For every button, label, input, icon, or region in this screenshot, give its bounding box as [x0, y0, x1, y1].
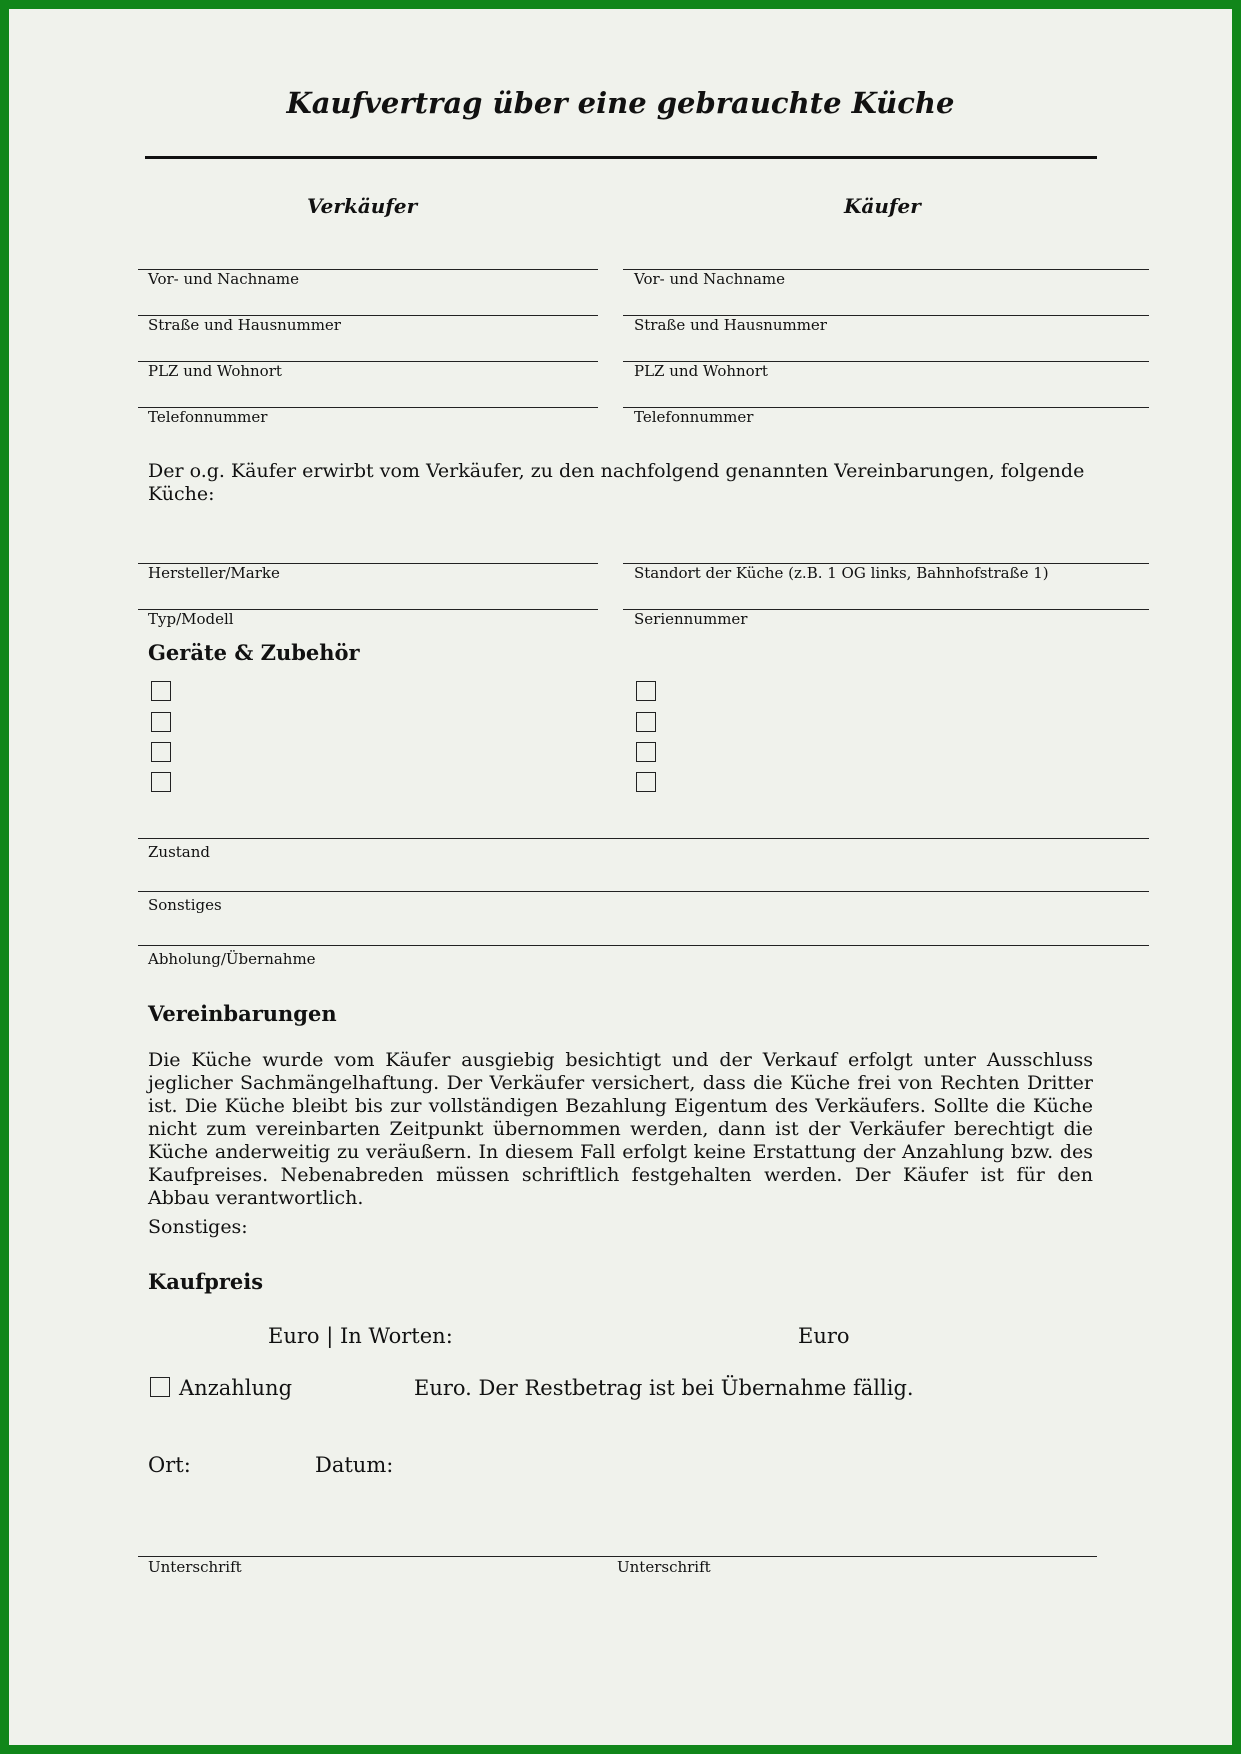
seller-heading: Verkäufer [307, 194, 418, 218]
agreements-heading: Vereinbarungen [148, 1001, 337, 1026]
buyer-street-label: Straße und Hausnummer [634, 316, 827, 334]
buyer-phone-label: Telefonnummer [634, 408, 754, 426]
devices-heading: Geräte & Zubehör [148, 640, 360, 665]
signature-buyer-label: Unterschrift [617, 1558, 711, 1576]
deposit-label: Anzahlung [179, 1376, 293, 1400]
intro-text: Der o.g. Käufer erwirbt vom Verkäufer, zu den nachfolgend genannten Vereinbarungen, folgende Küche: [148, 460, 1085, 505]
device-checkbox-left-1[interactable] [151, 681, 171, 701]
device-checkbox-right-1[interactable] [636, 681, 656, 701]
other-remarks-label: Sonstiges: [148, 1216, 248, 1238]
device-checkbox-left-2[interactable] [151, 712, 171, 732]
signature-seller-label: Unterschrift [148, 1558, 242, 1576]
buyer-name-label: Vor- und Nachname [634, 270, 786, 288]
buyer-heading: Käufer [844, 194, 921, 218]
place-label: Ort: [148, 1453, 191, 1477]
brand-label: Hersteller/Marke [148, 564, 280, 582]
other-label: Sonstiges [148, 896, 222, 914]
title-rule [145, 156, 1097, 159]
pickup-line[interactable] [138, 945, 1149, 946]
deposit-text: Euro. Der Restbetrag ist bei Übernahme fällig. [414, 1376, 914, 1400]
device-checkbox-right-4[interactable] [636, 772, 656, 792]
condition-label: Zustand [148, 843, 211, 861]
device-checkbox-left-3[interactable] [151, 742, 171, 762]
buyer-city-label: PLZ und Wohnort [634, 362, 768, 380]
price-heading: Kaufpreis [148, 1269, 264, 1294]
deposit-checkbox[interactable] [150, 1377, 170, 1397]
other-line[interactable] [138, 891, 1149, 892]
contract-title: Kaufvertrag über eine gebrauchte Küche [286, 86, 955, 120]
model-label: Typ/Modell [148, 610, 234, 628]
serial-label: Seriennummer [634, 610, 748, 628]
agreements-text: Die Küche wurde vom Käufer ausgiebig besichtigt und der Verkauf erfolgt unter Ausschluss jeglicher Sachmängelhaftung. Der Verkäufer versichert, dass die Küche frei von Rechten Dritter ist. Die Küche bleibt bis zur vollständigen Bezahlung Eigentum des Verkäufers. Sollte die Küche nicht zum vereinbarten Zeitpunkt übernommen werden, dann ist der Verkäufer berechtigt die Küche anderweitig zu veräußern. In diesem Fall erfolgt keine Erstattung der Anzahlung bzw. des Kaufpreises. Nebenabreden müssen schriftlich festgehalten werden. Der Käufer ist für den Abbau verantwortlich. [148, 1049, 1093, 1209]
device-checkbox-right-3[interactable] [636, 742, 656, 762]
price-euro: Euro [798, 1324, 850, 1348]
device-checkbox-right-2[interactable] [636, 712, 656, 732]
location-label: Standort der Küche (z.B. 1 OG links, Bahnhofstraße 1) [634, 564, 1049, 582]
seller-phone-label: Telefonnummer [148, 408, 268, 426]
seller-name-label: Vor- und Nachname [148, 270, 300, 288]
pickup-label: Abholung/Übernahme [148, 950, 316, 968]
date-label: Datum: [315, 1453, 394, 1477]
seller-city-label: PLZ und Wohnort [148, 362, 282, 380]
signature-line[interactable] [138, 1556, 1097, 1557]
seller-street-label: Straße und Hausnummer [148, 316, 341, 334]
condition-line[interactable] [138, 838, 1149, 839]
price-euro-words: Euro | In Worten: [268, 1324, 453, 1348]
device-checkbox-left-4[interactable] [151, 772, 171, 792]
